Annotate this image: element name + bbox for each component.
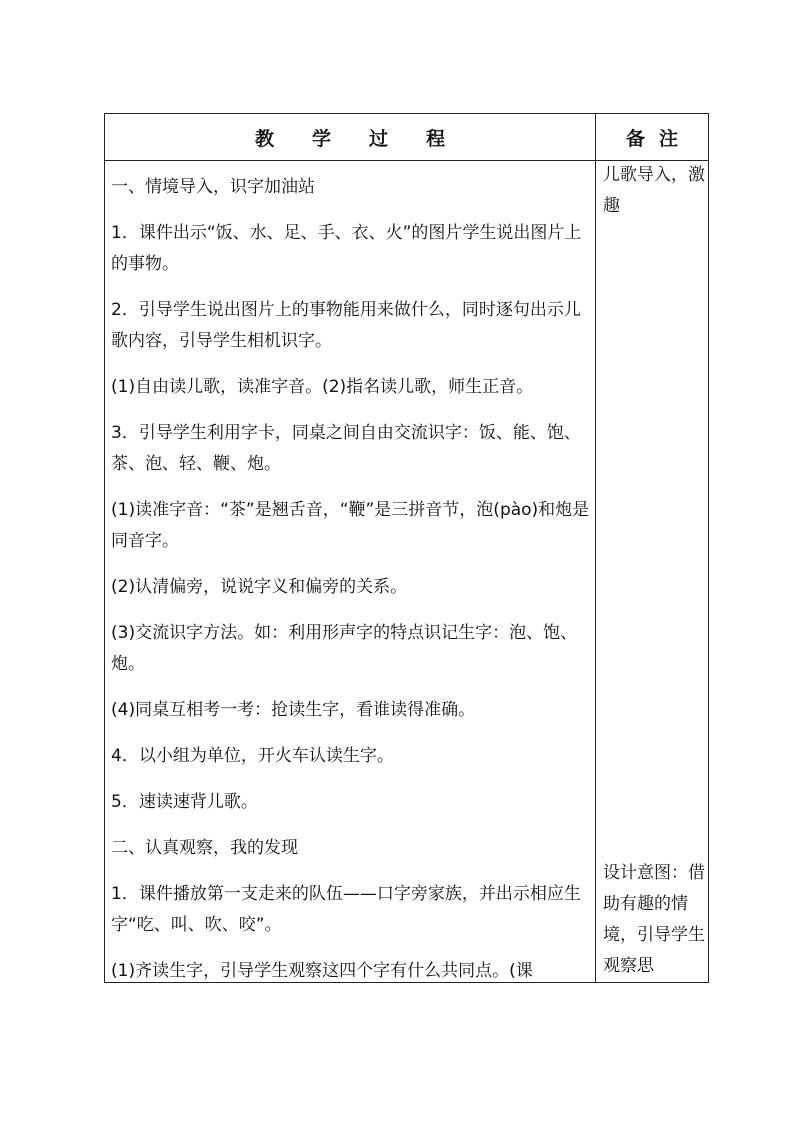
sub-step-paragraph: (3)交流识字方法。如：利用形声字的特点识记生字：泡、饱、炮。 [111,623,578,674]
section-heading: 一、情境导入，识字加油站 [111,177,315,197]
step-paragraph: 2．引导学生说出图片上的事物能用来做什么，同时逐句出示儿歌内容，引导学生相机识字。 [111,300,581,351]
teaching-process-content [111,172,593,1002]
step-paragraph: 1．课件出示“饭、水、足、手、衣、火”的图片学生说出图片上的事物。 [111,223,582,274]
sub-step-paragraph: (1)自由读儿歌，读准字音。(2)指名读儿歌，师生正音。 [111,377,534,397]
remark-note: 设计意图：借助有趣的情境，引导学生观察思 [603,863,705,976]
step-paragraph: 3．引导学生利用字卡，同桌之间自由交流识字：饭、能、饱、茶、泡、轻、鞭、炮。 [111,423,581,474]
step-paragraph: 5．速读速背儿歌。 [111,792,258,812]
remark-note: 儿歌导入，激趣 [603,165,705,216]
sub-step-paragraph: (1)齐读生字，引导学生观察这四个字有什么共同点。(课 [111,961,533,981]
lesson-plan-table [104,113,709,983]
sub-step-paragraph: (4)同桌互相考一考：抢读生字，看谁读得准确。 [111,700,476,720]
sub-step-paragraph: (2)认清偏旁，说说字义和偏旁的关系。 [111,577,408,597]
sub-step-paragraph: (1)读准字音：“茶”是翘舌音，“鞭”是三拼音节，泡(pào)和炮是同音字。 [111,500,590,551]
step-paragraph: 1．课件播放第一支走来的队伍——口字旁家族，并出示相应生字“吃、叫、吹、咬”。 [111,884,581,935]
notes-column-header: 备注 [625,127,692,150]
process-column-header: 教学过程 [254,127,483,150]
section-heading: 二、认真观察，我的发现 [111,838,298,858]
step-paragraph: 4．以小组为单位，开火车认读生字。 [111,746,394,766]
column-divider [595,114,596,982]
